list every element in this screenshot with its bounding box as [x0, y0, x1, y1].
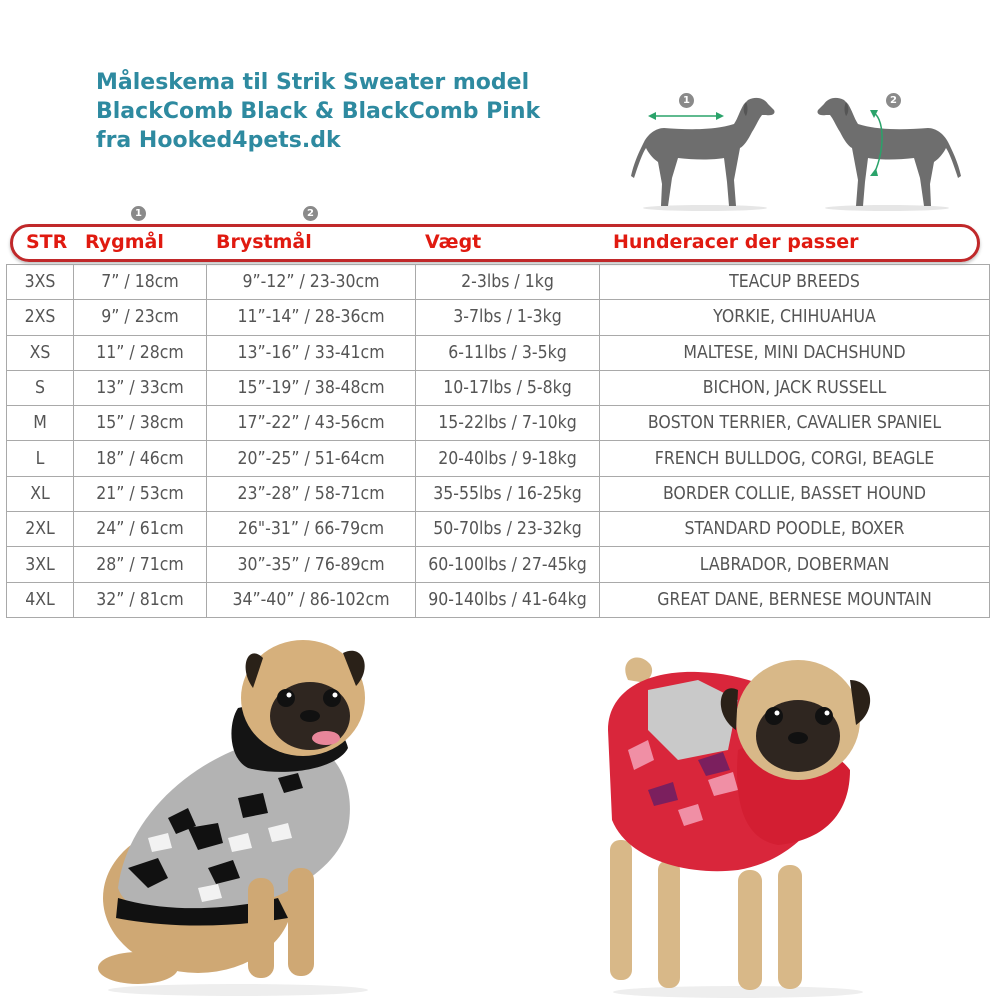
back-length-cell: 11” / 28cm: [74, 335, 207, 370]
back-length-cell: 21” / 53cm: [74, 476, 207, 511]
weight-cell: 3-7lbs / 1-3kg: [416, 300, 600, 335]
back-length-cell: 18” / 46cm: [74, 441, 207, 476]
chest-cell: 30”-35” / 76-89cm: [207, 547, 416, 582]
size-cell: 2XS: [7, 300, 74, 335]
chest-cell: 26"-31” / 66-79cm: [207, 512, 416, 547]
table-row: [7, 406, 990, 441]
chest-cell: 9”-12” / 23-30cm: [207, 265, 416, 300]
back-length-cell: 13” / 33cm: [74, 370, 207, 405]
back-length-cell: 32” / 81cm: [74, 582, 207, 617]
chest-girth-dog-icon: [812, 88, 962, 213]
size-cell: 3XS: [7, 265, 74, 300]
breeds-cell: TEACUP BREEDS: [600, 265, 990, 300]
marker-1-icon: 1: [131, 206, 146, 221]
size-cell: L: [7, 441, 74, 476]
weight-cell: 90-140lbs / 41-64kg: [416, 582, 600, 617]
back-length-cell: 15” / 38cm: [74, 406, 207, 441]
weight-cell: 50-70lbs / 23-32kg: [416, 512, 600, 547]
size-table: [6, 264, 990, 618]
breeds-cell: BICHON, JACK RUSSELL: [600, 370, 990, 405]
table-row: [7, 335, 990, 370]
pug-black-sweater-image: [88, 628, 398, 998]
weight-cell: 20-40lbs / 9-18kg: [416, 441, 600, 476]
marker-1-icon: 1: [679, 93, 694, 108]
header-size: STR: [26, 231, 68, 253]
back-length-cell: 7” / 18cm: [74, 265, 207, 300]
header-chest: Brystmål: [216, 231, 312, 253]
size-cell: 2XL: [7, 512, 74, 547]
weight-cell: 60-100lbs / 27-45kg: [416, 547, 600, 582]
size-cell: S: [7, 370, 74, 405]
breeds-cell: LABRADOR, DOBERMAN: [600, 547, 990, 582]
marker-2-icon: 2: [303, 206, 318, 221]
table-row: [7, 300, 990, 335]
weight-cell: 10-17lbs / 5-8kg: [416, 370, 600, 405]
marker-2-icon: 2: [886, 93, 901, 108]
chest-cell: 17”-22” / 43-56cm: [207, 406, 416, 441]
size-cell: M: [7, 406, 74, 441]
size-cell: XL: [7, 476, 74, 511]
title-line-1: Måleskema til Strik Sweater model: [96, 70, 530, 95]
table-row: [7, 265, 990, 300]
page-title: [96, 68, 540, 155]
table-row: [7, 441, 990, 476]
table-row: [7, 547, 990, 582]
back-length-cell: 28” / 71cm: [74, 547, 207, 582]
breeds-cell: BOSTON TERRIER, CAVALIER SPANIEL: [600, 406, 990, 441]
weight-cell: 2-3lbs / 1kg: [416, 265, 600, 300]
table-row: [7, 476, 990, 511]
back-length-cell: 24” / 61cm: [74, 512, 207, 547]
title-line-3: fra Hooked4pets.dk: [96, 128, 341, 153]
weight-cell: 15-22lbs / 7-10kg: [416, 406, 600, 441]
chest-cell: 11”-14” / 28-36cm: [207, 300, 416, 335]
chest-cell: 13”-16” / 33-41cm: [207, 335, 416, 370]
pug-pink-sweater-image: [588, 640, 898, 1000]
table-row: [7, 582, 990, 617]
breeds-cell: YORKIE, CHIHUAHUA: [600, 300, 990, 335]
title-line-2: BlackComb Black & BlackComb Pink: [96, 99, 541, 124]
breeds-cell: STANDARD POODLE, BOXER: [600, 512, 990, 547]
breeds-cell: BORDER COLLIE, BASSET HOUND: [600, 476, 990, 511]
size-cell: 3XL: [7, 547, 74, 582]
breeds-cell: FRENCH BULLDOG, CORGI, BEAGLE: [600, 441, 990, 476]
chest-cell: 20”-25” / 51-64cm: [207, 441, 416, 476]
weight-cell: 6-11lbs / 3-5kg: [416, 335, 600, 370]
weight-cell: 35-55lbs / 16-25kg: [416, 476, 600, 511]
header-breeds: Hunderacer der passer: [613, 231, 859, 253]
size-cell: XS: [7, 335, 74, 370]
breeds-cell: GREAT DANE, BERNESE MOUNTAIN: [600, 582, 990, 617]
table-row: [7, 512, 990, 547]
chest-cell: 15”-19” / 38-48cm: [207, 370, 416, 405]
back-length-dog-icon: [630, 88, 780, 213]
table-row: [7, 370, 990, 405]
header-weight: Vægt: [425, 231, 482, 253]
size-cell: 4XL: [7, 582, 74, 617]
chest-cell: 23”-28” / 58-71cm: [207, 476, 416, 511]
chest-cell: 34”-40” / 86-102cm: [207, 582, 416, 617]
header-back-length: Rygmål: [85, 231, 164, 253]
breeds-cell: MALTESE, MINI DACHSHUND: [600, 335, 990, 370]
back-length-cell: 9” / 23cm: [74, 300, 207, 335]
